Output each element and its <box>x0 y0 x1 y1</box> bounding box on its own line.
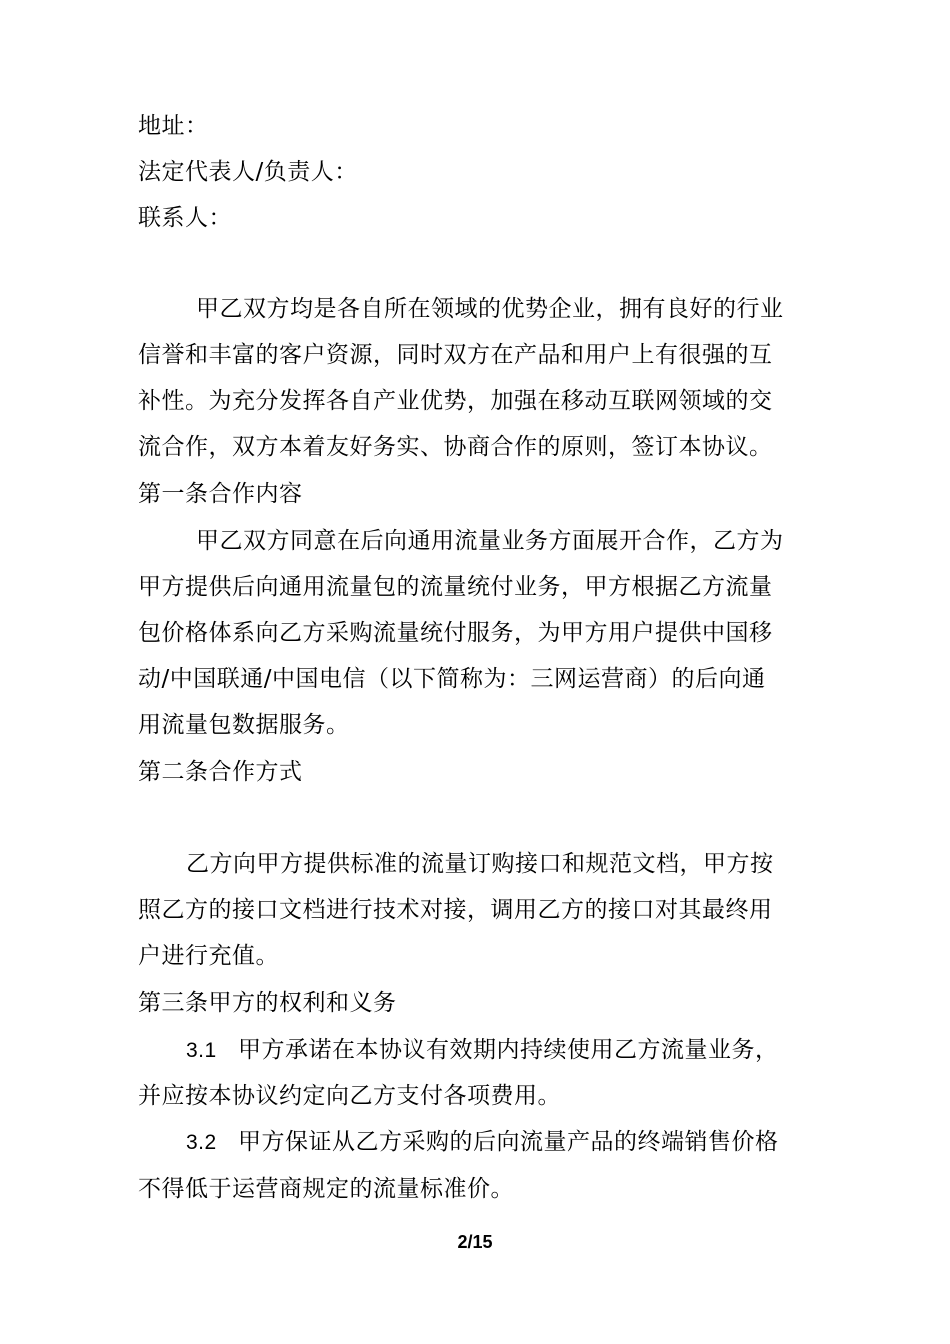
clause-number: 3.1 <box>186 1039 217 1062</box>
clause-number: 3.2 <box>186 1131 217 1154</box>
article1-line: 甲乙双方同意在后向通用流量业务方面展开合作，乙方为 <box>196 528 784 554</box>
clause-text: 甲方保证从乙方采购的后向流量产品的终端销售价格 <box>238 1129 779 1155</box>
article1-line: 包价格体系向乙方采购流量统付服务，为甲方用户提供中国移 <box>138 620 773 646</box>
clause-first-line <box>186 1035 779 1066</box>
article2-title: 第二条合作方式 <box>138 759 303 785</box>
address-label: 地址： <box>138 113 209 139</box>
article1-line: 甲方提供后向通用流量包的流量统付业务，甲方根据乙方流量 <box>138 574 773 600</box>
clause-continuation: 不得低于运营商规定的流量标准价。 <box>138 1176 514 1202</box>
preamble-line: 补性。为充分发挥各自产业优势，加强在移动互联网领域的交 <box>138 388 773 414</box>
article2-line: 户进行充值。 <box>138 943 279 969</box>
article1-title: 第一条合作内容 <box>138 481 303 507</box>
preamble-line: 信誉和丰富的客户资源，同时双方在产品和用户上有很强的互 <box>138 342 773 368</box>
clause-continuation: 并应按本协议约定向乙方支付各项费用。 <box>138 1083 561 1109</box>
clause-first-line <box>186 1127 779 1158</box>
legal-representative-label: 法定代表人/负责人： <box>138 159 358 185</box>
article2-line: 照乙方的接口文档进行技术对接，调用乙方的接口对其最终用 <box>138 897 773 923</box>
contact-label: 联系人： <box>138 205 232 231</box>
page-number: 2/15 <box>457 1232 493 1252</box>
preamble-line: 流合作，双方本着友好务实、协商合作的原则，签订本协议。 <box>138 434 773 460</box>
clause-text: 甲方承诺在本协议有效期内持续使用乙方流量业务， <box>238 1037 779 1063</box>
article2-line: 乙方向甲方提供标准的流量订购接口和规范文档，甲方按 <box>186 851 774 877</box>
article1-line: 用流量包数据服务。 <box>138 712 350 738</box>
preamble-line: 甲乙双方均是各自所在领域的优势企业，拥有良好的行业 <box>196 296 784 322</box>
article3-title: 第三条甲方的权利和义务 <box>138 990 397 1016</box>
article1-line: 动/中国联通/中国电信（以下简称为：三网运营商）的后向通 <box>138 666 766 692</box>
